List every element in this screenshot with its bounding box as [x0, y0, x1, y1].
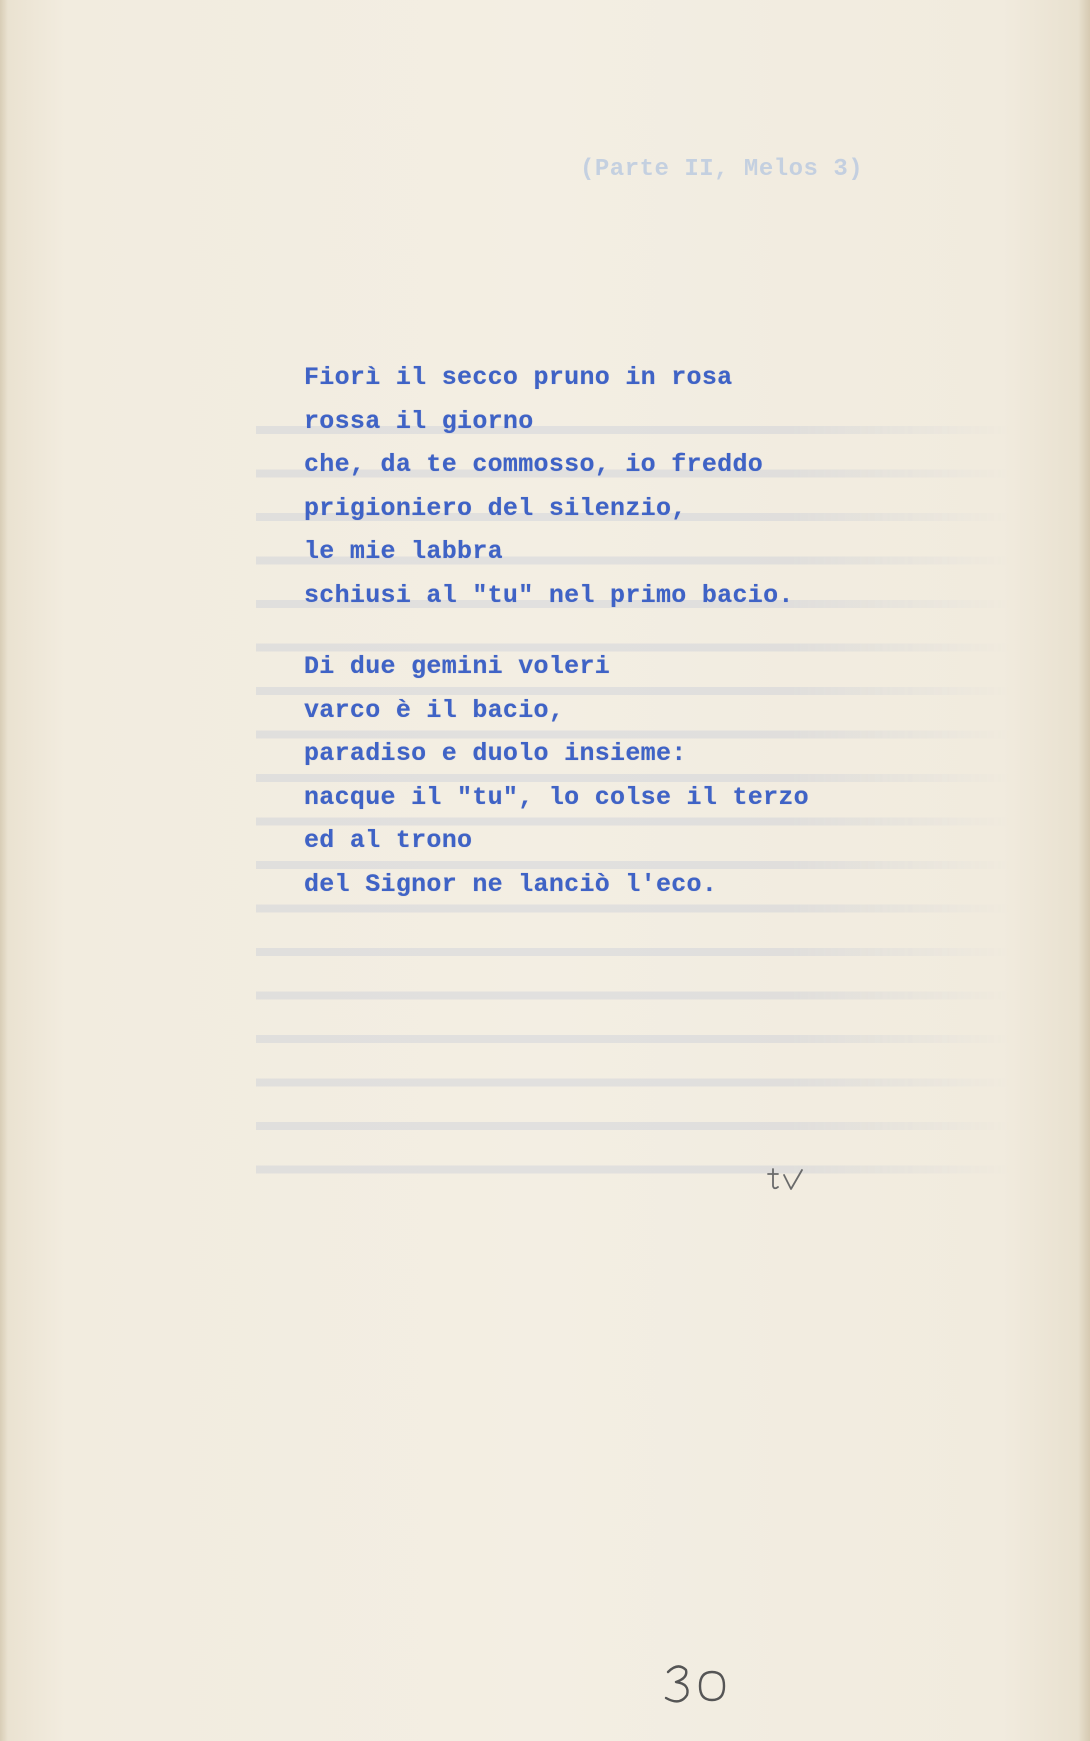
stanza-1	[304, 356, 809, 617]
verse-line: le mie labbra	[304, 537, 503, 566]
verse-line: prigioniero del silenzio,	[304, 493, 687, 523]
verse-line: ed al trono	[304, 826, 473, 855]
verse-line: del Signor ne lanciò l'eco.	[304, 869, 718, 899]
paper-edge-left	[0, 0, 8, 1741]
poem-body	[304, 356, 809, 906]
verse-line: varco è il bacio,	[304, 695, 565, 725]
handwritten-page-number	[660, 1660, 736, 1708]
verse-line: schiusi al "tu" nel primo bacio.	[304, 580, 794, 610]
verse-line: che, da te commosso, io freddo	[304, 450, 764, 479]
paper-edge-right	[1078, 0, 1090, 1741]
verse-line: nacque il "tu", lo colse il terzo	[304, 782, 809, 812]
stanza-2	[304, 645, 809, 906]
verse-line: rossa il giorno	[304, 406, 534, 436]
verse-line: paradiso e duolo insieme:	[304, 739, 687, 768]
verse-line: Fiorì il secco pruno in rosa	[304, 363, 733, 392]
verse-line: Di due gemini voleri	[304, 652, 611, 681]
section-header-note: (Parte II, Melos 3)	[580, 156, 864, 183]
handwritten-initials-mark	[764, 1164, 814, 1194]
